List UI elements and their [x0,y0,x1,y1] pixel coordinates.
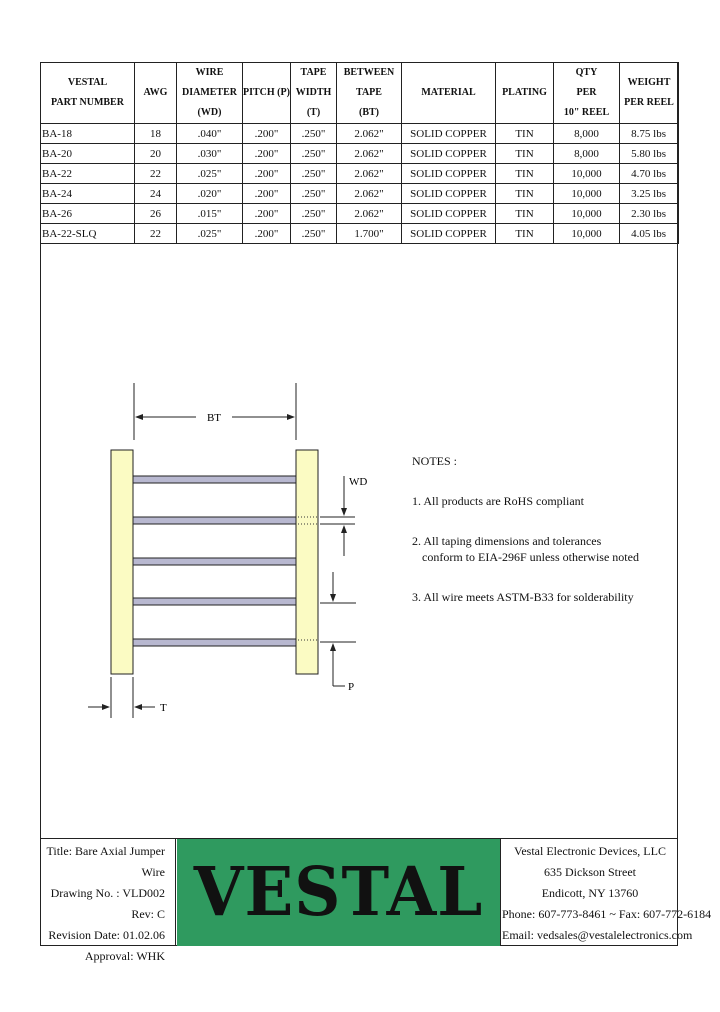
company-phone-fax: Phone: 607-773-8461 ~ Fax: 607-772-6184 [502,907,712,921]
wire-4 [133,598,296,605]
company-email: Email: vedsales@vestalelectronics.com [502,928,693,942]
notes-block [412,453,639,605]
cell-between-tape: 2.062" [337,184,402,204]
cell-part-number: BA-22-SLQ [41,224,135,244]
cell-between-tape: 1.700" [337,224,402,244]
cell-plating: TIN [496,164,554,184]
cell-pitch: .200" [243,184,291,204]
p-arrow-down-icon [330,594,336,602]
cell-wire-diameter: .040" [177,124,243,144]
cell-plating: TIN [496,224,554,244]
p-label: P [348,681,355,693]
cell-tape-width: .250" [291,164,337,184]
header-material: MATERIAL [402,63,496,124]
company-city: Endicott, NY 13760 [541,886,639,900]
tape-left [111,450,133,674]
note-3: 3. All wire meets ASTM-B33 for solderability [412,590,634,604]
cell-weight-per-reel: 5.80 lbs [620,144,679,164]
cell-plating: TIN [496,184,554,204]
note-2-continued: conform to EIA-296F unless otherwise noted [422,550,639,564]
cell-plating: TIN [496,204,554,224]
cell-part-number: BA-24 [41,184,135,204]
cell-awg: 22 [135,164,177,184]
wd-label: WD [349,476,368,488]
cell-wire-diameter: .020" [177,184,243,204]
cell-part-number: BA-20 [41,144,135,164]
note-1: 1. All products are RoHS compliant [412,494,584,508]
cell-pitch: .200" [243,224,291,244]
cell-material: SOLID COPPER [402,164,496,184]
wire-1 [133,476,296,483]
bt-arrow-left-icon [135,414,143,420]
cell-qty-per-reel: 10,000 [554,164,620,184]
cell-part-number: BA-26 [41,204,135,224]
cell-material: SOLID COPPER [402,184,496,204]
cell-wire-diameter: .015" [177,204,243,224]
wd-arrow-up-icon [341,525,347,533]
header-weight-per-reel: WEIGHT PER REEL [620,63,679,124]
cell-between-tape: 2.062" [337,124,402,144]
cell-awg: 20 [135,144,177,164]
cell-tape-width: .250" [291,184,337,204]
header-pitch: PITCH (P) [243,63,291,124]
header-between-tape: BETWEEN TAPE (BT) [337,63,402,124]
cell-plating: TIN [496,124,554,144]
cell-between-tape: 2.062" [337,144,402,164]
cell-pitch: .200" [243,144,291,164]
title-block-info [40,839,176,963]
note-2: 2. All taping dimensions and tolerances [412,534,602,548]
company-name: Vestal Electronic Devices, LLC [514,844,666,858]
wire-3 [133,558,296,565]
cell-awg: 26 [135,204,177,224]
cell-material: SOLID COPPER [402,224,496,244]
revision-date: Revision Date: 01.02.06 [48,928,165,942]
title-block [40,838,712,963]
cell-awg: 18 [135,124,177,144]
company-street: 635 Dickson Street [544,865,636,879]
cell-tape-width: .250" [291,204,337,224]
cell-wire-diameter: .025" [177,164,243,184]
bt-label: BT [206,412,222,424]
cell-pitch: .200" [243,204,291,224]
cell-wire-diameter: .030" [177,144,243,164]
bt-arrow-right-icon [287,414,295,420]
cell-between-tape: 2.062" [337,164,402,184]
cell-tape-width: .250" [291,144,337,164]
header-tape-width: TAPE WIDTH (T) [291,63,337,124]
cell-plating: TIN [496,144,554,164]
wire-group [133,476,296,646]
logo-text: VESTAL [193,853,484,932]
wd-arrow-down-icon [341,508,347,516]
cell-weight-per-reel: 4.05 lbs [620,224,679,244]
cell-weight-per-reel: 3.25 lbs [620,184,679,204]
cell-part-number: BA-18 [41,124,135,144]
t-arrow-right-icon [102,704,110,710]
cell-pitch: .200" [243,164,291,184]
header-plating: PLATING [496,63,554,124]
drawing-title: Title: Bare Axial Jumper Wire [46,844,165,879]
t-arrow-left-icon [134,704,142,710]
cell-material: SOLID COPPER [402,124,496,144]
drawing-number: Drawing No. : VLD002 [50,886,165,900]
header-wire-diameter: WIRE DIAMETER (WD) [177,63,243,124]
cell-qty-per-reel: 8,000 [554,124,620,144]
approval: Approval: WHK [84,949,165,963]
cell-part-number: BA-22 [41,164,135,184]
p-arrow-up-icon [330,643,336,651]
wire-5 [133,639,296,646]
cell-qty-per-reel: 8,000 [554,144,620,164]
vestal-logo [177,839,501,946]
cell-between-tape: 2.062" [337,204,402,224]
notes-title: NOTES : [412,454,457,468]
cell-tape-width: .250" [291,124,337,144]
cell-qty-per-reel: 10,000 [554,224,620,244]
cell-pitch: .200" [243,124,291,144]
revision: Rev: C [131,907,165,921]
cell-weight-per-reel: 4.70 lbs [620,164,679,184]
cell-wire-diameter: .025" [177,224,243,244]
t-label: T [160,702,167,714]
cell-awg: 24 [135,184,177,204]
header-awg: AWG [135,63,177,124]
company-contact [502,839,712,946]
cell-material: SOLID COPPER [402,144,496,164]
header-qty-per-reel: QTY PER 10" REEL [554,63,620,124]
cell-tape-width: .250" [291,224,337,244]
cell-awg: 22 [135,224,177,244]
wire-2 [133,517,296,524]
cell-weight-per-reel: 2.30 lbs [620,204,679,224]
cell-qty-per-reel: 10,000 [554,204,620,224]
header-part-number: VESTAL PART NUMBER [41,63,135,124]
cell-qty-per-reel: 10,000 [554,184,620,204]
cell-weight-per-reel: 8.75 lbs [620,124,679,144]
cell-material: SOLID COPPER [402,204,496,224]
